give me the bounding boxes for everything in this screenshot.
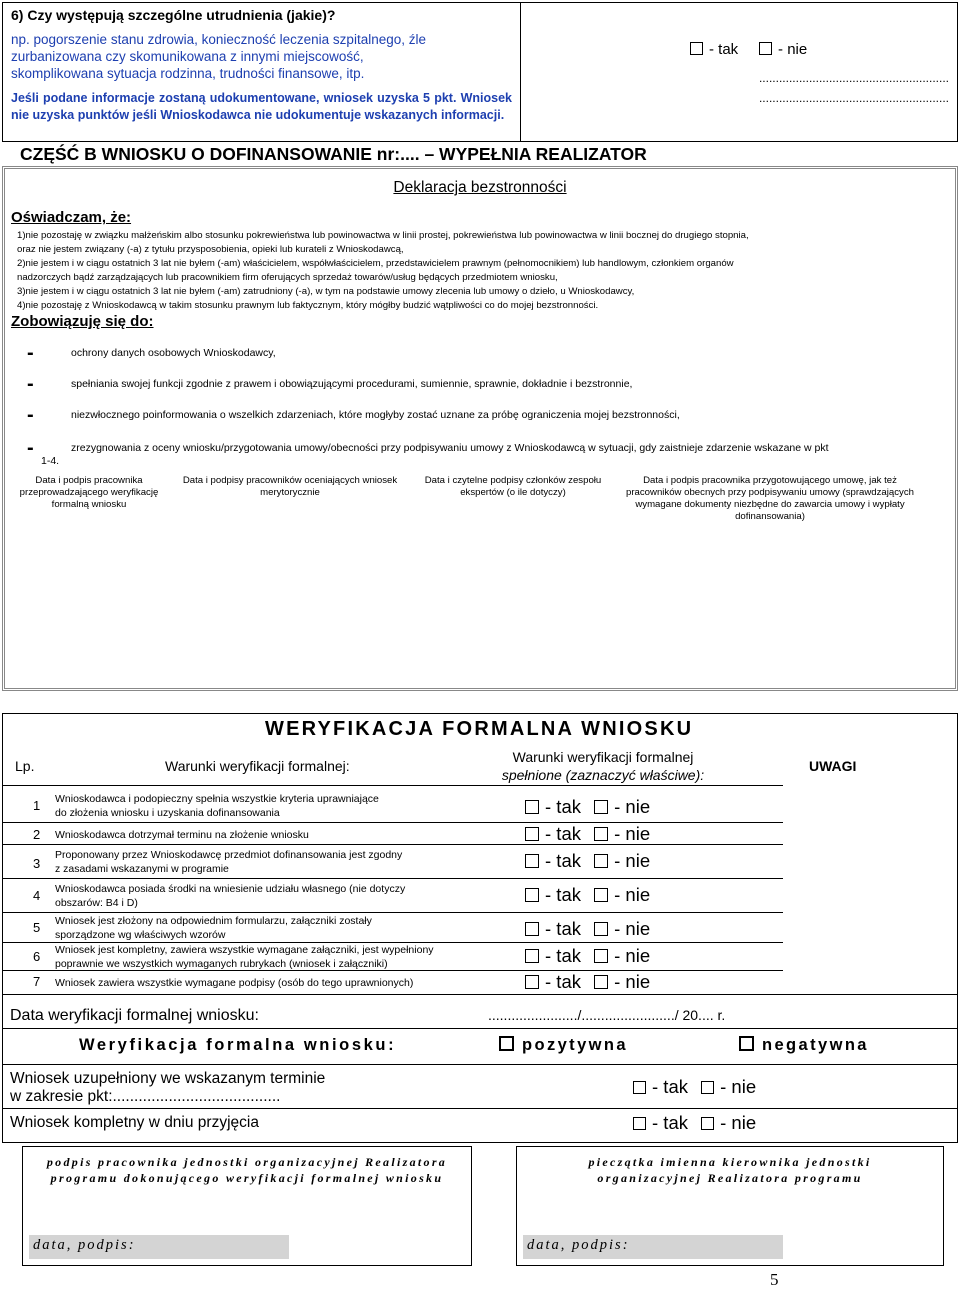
table-row: 3 Proponowany przez Wnioskodawcę przedmiot dofinansowania jest zgodny z zasadami wskazanymi w programie - tak - nie [33,849,651,875]
table-divider [3,970,783,971]
result-negative: negatywna [739,1036,869,1055]
checkbox-yes[interactable] [525,922,539,936]
supplemented-label: Wniosek uzupełniony we wskazanym terminie w zakresie pkt:....................................... [10,1070,326,1105]
question-6-answer-cell [522,3,957,141]
employee-signature-box: podpis pracownika jednostki organizacyjnej Realizatora programu dokonującego weryfikacji formalnej wniosku data, podpis: [22,1146,472,1266]
question-6-text-cell [3,3,521,141]
declaration-statements: 1)nie pozostaję w związku małżeńskim albo stosunku pokrewieństwa lub powinowactwa w linii prostej, pokrewieństwa lub powinowactwa w linii bocznej do drugiego stopnia, oraz nie jestem związany (-a) z tytułu przysposobienia, opieki lub kurateli z Wnioskodawcą, 2)nie jestem i w ciągu ostatnich 3 lat nie byłem (-am) właścicielem, współwłaścicielem, przedstawicielem prawnym (pełnomocnikiem) lub handlowym, członkiem organów nadzorczych bądź zarządzających lub pracownikiem firm oferujących sprzedaż towarów/usług będących przedmiotem wniosku, 3)nie jestem i w ciągu ostatnich 3 lat nie byłem (-am) zatrudniony (-a), w tym na podstawie umowy zlecenia lub umowy o dzieło, u Wnioskodawcy, 4)nie pozostaję z Wnioskodawcą w takim stosunku prawnym lub faktycznym, który mógłby budzić wątpliwości co do mojej bezstronności. [17,230,749,311]
table-divider [3,844,783,845]
signature-caption-experts: Data i czytelne podpisy członków zespołu ekspertów (o ile dotyczy) [424,475,602,498]
checkbox-no[interactable] [594,800,608,814]
formal-verification-section [2,713,958,1143]
checkbox-yes[interactable] [525,888,539,902]
question-6-yes-no: - tak - nie [690,41,807,58]
table-divider [3,994,957,995]
column-header-lp: Lp. [15,758,35,774]
signature-caption-merit: Data i podpisy pracowników oceniających wniosek merytorycznie [182,475,398,498]
question-6-details-line-2[interactable]: ......................................................... [758,91,949,105]
obligation-item-continuation: 1-4. [41,455,60,467]
manager-date-signature-field[interactable]: data, podpis: [523,1235,783,1259]
checkbox-yes[interactable] [525,949,539,963]
table-divider [3,1108,957,1109]
checkbox-no[interactable] [759,42,772,55]
table-row: 5 Wniosek jest złożony na odpowiednim formularzu, załączniki zostały sporządzone wg właściwych wzorów - tak - nie [33,915,651,941]
table-row: 2 Wnioskodawca dotrzymał terminu na złożenie wniosku - tak - nie [33,823,651,844]
table-row: 4 Wnioskodawca posiada środki na wniesienie udziału własnego (nie dotyczy obszarów: B4 i D) - tak - nie [33,883,651,909]
signature-caption-formal: Data i podpis pracownika przeprowadzającego weryfikację formalną wniosku [19,475,159,510]
verification-date-label: Data weryfikacji formalnej wniosku: [10,1007,259,1024]
table-row: 6 Wniosek jest kompletny, zawiera wszystkie wymagane załączniki, jest wypełniony poprawnie we wszystkich wymaganych rubrykach (wniosek i załączniki) - tak - nie [33,944,651,970]
checkbox-no[interactable] [594,975,608,989]
result-positive: pozytywna [499,1036,628,1055]
obligations-heading: Zobowiązuję się do: [11,313,154,330]
question-6-section [2,2,958,142]
table-divider [3,912,783,913]
checkbox-yes[interactable] [525,975,539,989]
checkbox-no[interactable] [594,854,608,868]
column-header-remarks: UWAGI [809,758,857,774]
checkbox-yes[interactable] [633,1081,646,1094]
checkbox-no[interactable] [701,1081,714,1094]
declaration-statement-heading: Oświadczam, że: [11,209,132,226]
verification-result-label: Weryfikacja formalna wniosku: [79,1036,397,1054]
table-row: 7 Wniosek zawiera wszystkie wymagane podpisy (osób do tego uprawnionych) - tak - nie [33,971,651,992]
checkbox-yes[interactable] [525,827,539,841]
part-b-heading: CZĘŚĆ B WNIOSKU O DOFINANSOWANIE nr:.... – WYPEŁNIA REALIZATOR [20,144,647,164]
manager-stamp-box: pieczątka imienna kierownika jednostki organizacyjnej Realizatora programu data, podpis: [516,1146,944,1266]
complete-yes-no: - tak - nie [633,1112,756,1134]
question-6-details-line-1[interactable]: ......................................................... [758,71,949,85]
formal-verification-title: WERYFIKACJA FORMALNA WNIOSKU [265,718,694,740]
verification-date-field[interactable]: ......................./......................../ 20.... r. [488,1007,726,1023]
column-header-fulfilled: Warunki weryfikacji formalnej spełnione (zaznaczyć właściwe): [501,749,705,783]
question-6-title: 6) Czy występują szczególne utrudnienia (jakie)? [11,7,336,23]
table-divider [3,878,783,879]
page-number: 5 [770,1270,779,1289]
declaration-title: Deklaracja bezstronności [393,179,567,196]
checkbox-no[interactable] [594,827,608,841]
checkbox-yes[interactable] [525,800,539,814]
checkbox-yes[interactable] [525,854,539,868]
complete-on-receipt-label: Wniosek kompletny w dniu przyjęcia [10,1114,259,1131]
checkbox-no[interactable] [701,1117,714,1130]
checkbox-yes[interactable] [633,1117,646,1130]
checkbox-no[interactable] [594,949,608,963]
impartiality-declaration: Deklaracja bezstronności Oświadczam, że: 1)nie pozostaję w związku małżeńskim albo stosunku pokrewieństwa lub powinowactwa w linii prostej, pokrewieństwa lub powinowactwa w linii bocznej do drugiego stopnia, oraz nie jestem związany (-a) z tytułu przysposobienia, opieki lub kurateli z Wnioskodawcą, 2)nie jestem i w ciągu ostatnich 3 lat nie byłem (-am) właścicielem, współwłaścicielem, przedstawicielem prawnym (pełnomocnikiem) lub handlowym, członkiem organów nadzorczych bądź zarządzających lub pracownikiem firm oferujących sprzedaż towarów/usług będących przedmiotem wniosku, 3)nie jestem i w ciągu ostatnich 3 lat nie byłem (-am) zatrudniony (-a), w tym na podstawie umowy zlecenia lub umowy o dzieło, u Wnioskodawcy, 4)nie pozostaję z Wnioskodawcą w takim stosunku prawnym lub faktycznym, który mógłby budzić wątpliwości co do mojej bezstronności. Zobowiązuję się do: - ochrony danych osobowych Wnioskodawcy, - spełniania swojej funkcji zgodnie z prawem i obowiązującymi procedurami, sumiennie, sprawnie, dokładnie i bezstronnie, - niezwłocznego poinformowania o wszelkich zdarzeniach, które mogłyby zostać uznane za próbę ograniczenia mojej bezstronności, - zrezygnowania z oceny wniosku/przygotowania umowy/obecności przy podpisywaniu umowy z Wnioskodawcą w sytuacji, gdy zaistnieje zdarzenie wskazane w pkt 1-4. Data i podpis pracownika przeprowadzającego weryfikację formalną wniosku Data i podpisy pracowników oceniających wniosek merytorycznie Data i czytelne podpisy członków zespołu ekspertów (o ile dotyczy) Data i podpis pracownika przygotowującego umowę, jak też pracowników obecnych przy podpisywaniu umowy (sprawdzających wymagane dokumenty niezbędne do zawarcia umowy i wypłaty dofinansowania) [2,166,958,691]
question-6-scoring-note: Jeśli podane informacje zostaną udokumentowane, wniosek uzyska 5 pkt. Wniosek nie uzyska punktów jeśli Wnioskodawca nie udokumentuje wskazanych informacji. [11,91,512,122]
supplemented-yes-no: - tak - nie [633,1076,756,1098]
checkbox-no[interactable] [594,888,608,902]
signature-caption-contract: Data i podpis pracownika przygotowującego umowę, jak też pracowników obecnych przy podpisywaniu umowy (sprawdzających wymagane dokumenty niezbędne do zawarcia umowy i wypłaty dofinansowania) [626,475,914,522]
table-divider [3,1064,957,1065]
table-divider [3,785,783,786]
employee-date-signature-field[interactable]: data, podpis: [29,1235,289,1259]
table-divider [3,1028,957,1029]
question-6-examples: np. pogorszenie stanu zdrowia, konieczność leczenia szpitalnego, źle zurbanizowana czy skomunikowana z innymi miejscowość, skomplikowana sytuacja rodzinna, trudności finansowe, itp. [11,32,426,81]
checkbox-negative[interactable] [739,1036,754,1051]
checkbox-yes[interactable] [690,42,703,55]
table-row: 1 Wnioskodawca i podopieczny spełnia wszystkie kryteria uprawniające do złożenia wniosku i uzyskania dofinansowania - tak - nie [33,793,651,819]
column-header-conditions: Warunki weryfikacji formalnej: [165,758,350,774]
checkbox-positive[interactable] [499,1036,514,1051]
checkbox-no[interactable] [594,922,608,936]
table-divider [3,822,783,823]
